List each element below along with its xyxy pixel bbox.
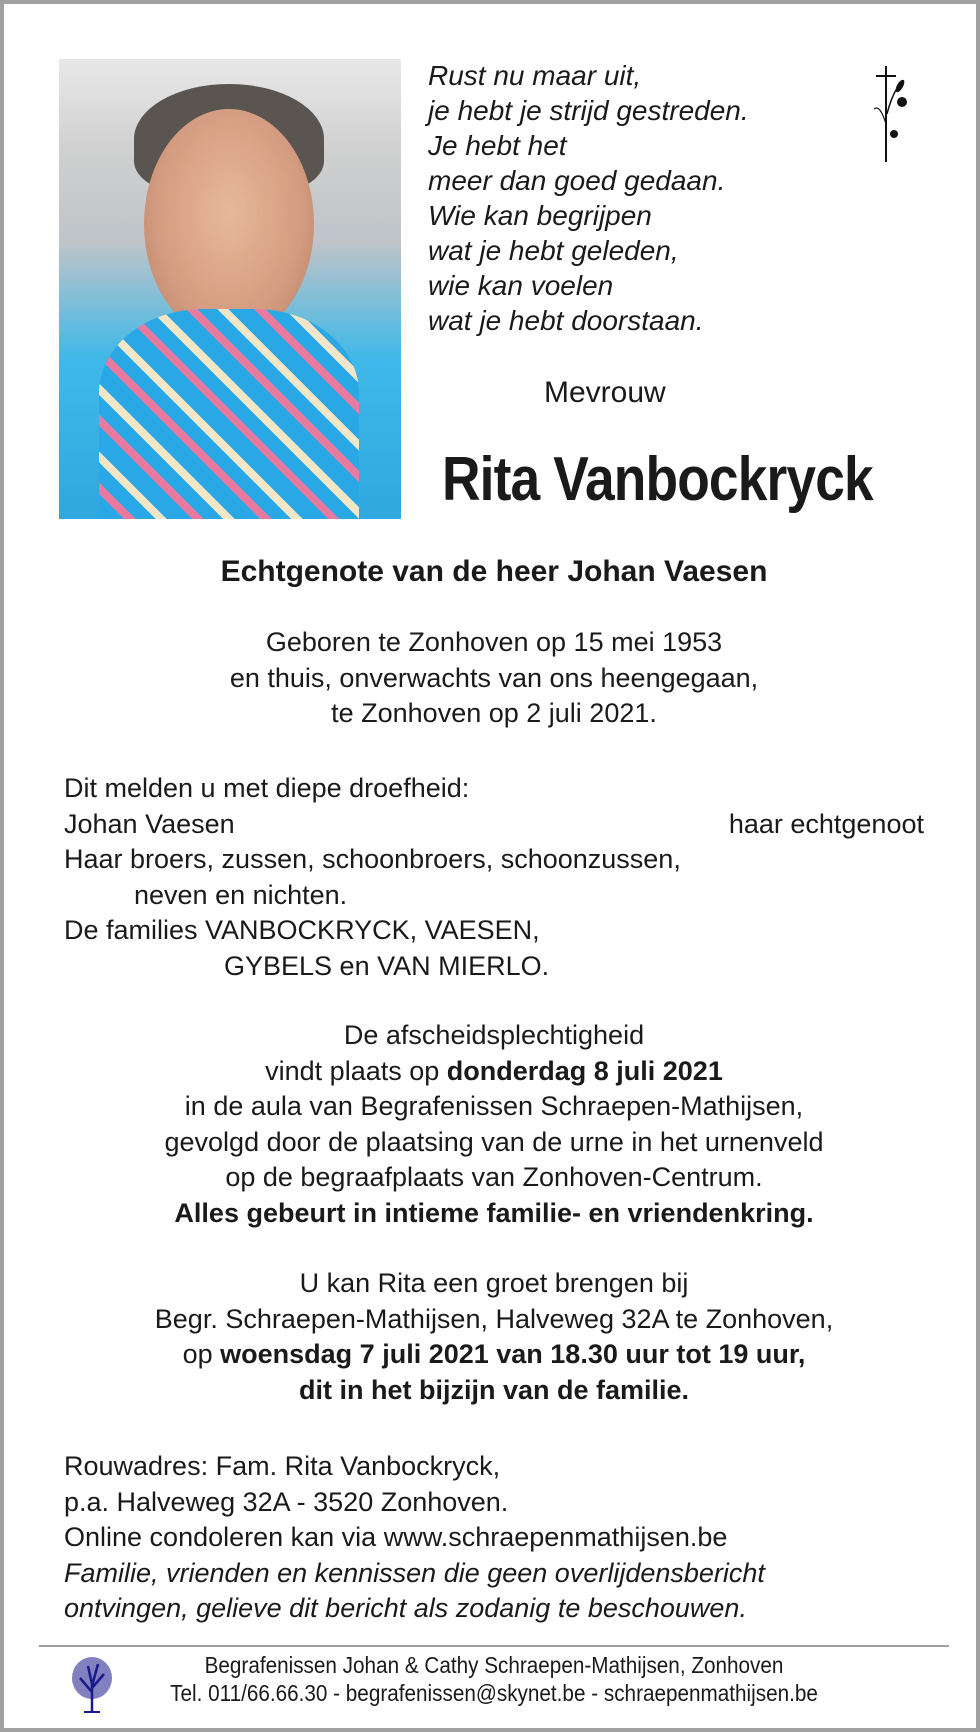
ceremony-line: gevolgd door de plaatsing van de urne in het urnenveld (164, 1126, 824, 1157)
funeral-home-contact: Tel. 011/66.66.30 - begrafenissen@skynet.be - schraepenmathijsen.be (170, 1680, 818, 1706)
mourner-nephews: neven en nichten. (134, 879, 348, 910)
deceased-name: Rita Vanbockryck (442, 445, 873, 514)
funeral-home-name: Begrafenissen Johan & Cathy Schraepen-Mathijsen, Zonhoven (204, 1652, 784, 1678)
ceremony-info (4, 1018, 980, 1231)
visit-line: dit in het bijzijn van de familie. (298, 1374, 690, 1405)
visit-line: Begr. Schraepen-Mathijsen, Halveweg 32A te Zonhoven, (154, 1303, 834, 1334)
mourner-spouse (64, 807, 924, 843)
death-line: en thuis, onverwachts van ons heengegaan, (229, 662, 759, 693)
divider (39, 1645, 949, 1647)
poem-line: je hebt je strijd gestreden. (428, 95, 749, 126)
ceremony-privacy-note: Alles gebeurt in intieme familie- en vriendenkring. (174, 1197, 814, 1228)
poem-line: Je hebt het (428, 130, 567, 161)
poem-line: Rust nu maar uit, (428, 60, 642, 91)
death-place-line: te Zonhoven op 2 juli 2021. (331, 698, 657, 728)
portrait-photo (59, 59, 401, 519)
poem-line: wie kan voelen (428, 270, 614, 301)
poem-line: wat je hebt doorstaan. (428, 305, 704, 336)
birth-line: Geboren te Zonhoven op 15 mei 1953 (265, 627, 723, 657)
spouse-name: Johan Vaesen (64, 808, 235, 839)
address-info (64, 1449, 765, 1627)
address-line: Rouwadres: Fam. Rita Vanbockryck, (64, 1451, 501, 1481)
ceremony-line: in de aula van Begrafenissen Schraepen-Mathijsen, (184, 1091, 804, 1121)
mourner-families: De families VANBOCKRYCK, VAESEN, (64, 915, 540, 945)
obituary-card (4, 4, 976, 1728)
funeral-home-footer (53, 1651, 935, 1707)
ceremony-line: De afscheidsplechtigheid (343, 1020, 645, 1050)
honorific: Mevrouw (544, 376, 666, 409)
cross-icon (874, 64, 910, 164)
ceremony-line: op de begraafplaats van Zonhoven-Centrum. (225, 1162, 763, 1192)
visit-time-prefix: op (182, 1339, 221, 1369)
notice-line: Familie, vrienden en kennissen die geen overlijdensbericht (64, 1557, 765, 1588)
spouse-role: haar echtgenoot (728, 808, 924, 839)
condolence-line: Online condoleren kan via www.schraepenmathijsen.be (64, 1522, 728, 1552)
ceremony-date-line (4, 1054, 980, 1090)
mourners-intro: Dit melden u met diepe droefheid: (64, 773, 470, 803)
poem (428, 58, 749, 338)
ceremony-date-prefix: vindt plaats op (265, 1055, 447, 1086)
visit-time: woensdag 7 juli 2021 van 18.30 uur tot 19 uur, (220, 1339, 806, 1369)
notice-line: ontvingen, gelieve dit bericht als zodanig te beschouwen. (64, 1593, 747, 1623)
mourner-siblings: Haar broers, zussen, schoonbroers, schoonzussen, (64, 844, 681, 874)
ceremony-date: donderdag 8 juli 2021 (446, 1055, 723, 1086)
address-line: p.a. Halveweg 32A - 3520 Zonhoven. (64, 1486, 509, 1517)
birth-death-info (4, 625, 980, 732)
poem-line: wat je hebt geleden, (428, 235, 679, 266)
mourner-families-cont: GYBELS en VAN MIERLO. (224, 950, 550, 981)
mourners (64, 771, 924, 984)
poem-line: meer dan goed gedaan. (428, 165, 726, 196)
visitation-info (4, 1266, 980, 1408)
visit-line: U kan Rita een groet brengen bij (299, 1268, 689, 1298)
poem-line: Wie kan begrijpen (428, 200, 652, 231)
spouse-line: Echtgenote van de heer Johan Vaesen (220, 555, 768, 588)
visit-time-line (4, 1337, 980, 1373)
